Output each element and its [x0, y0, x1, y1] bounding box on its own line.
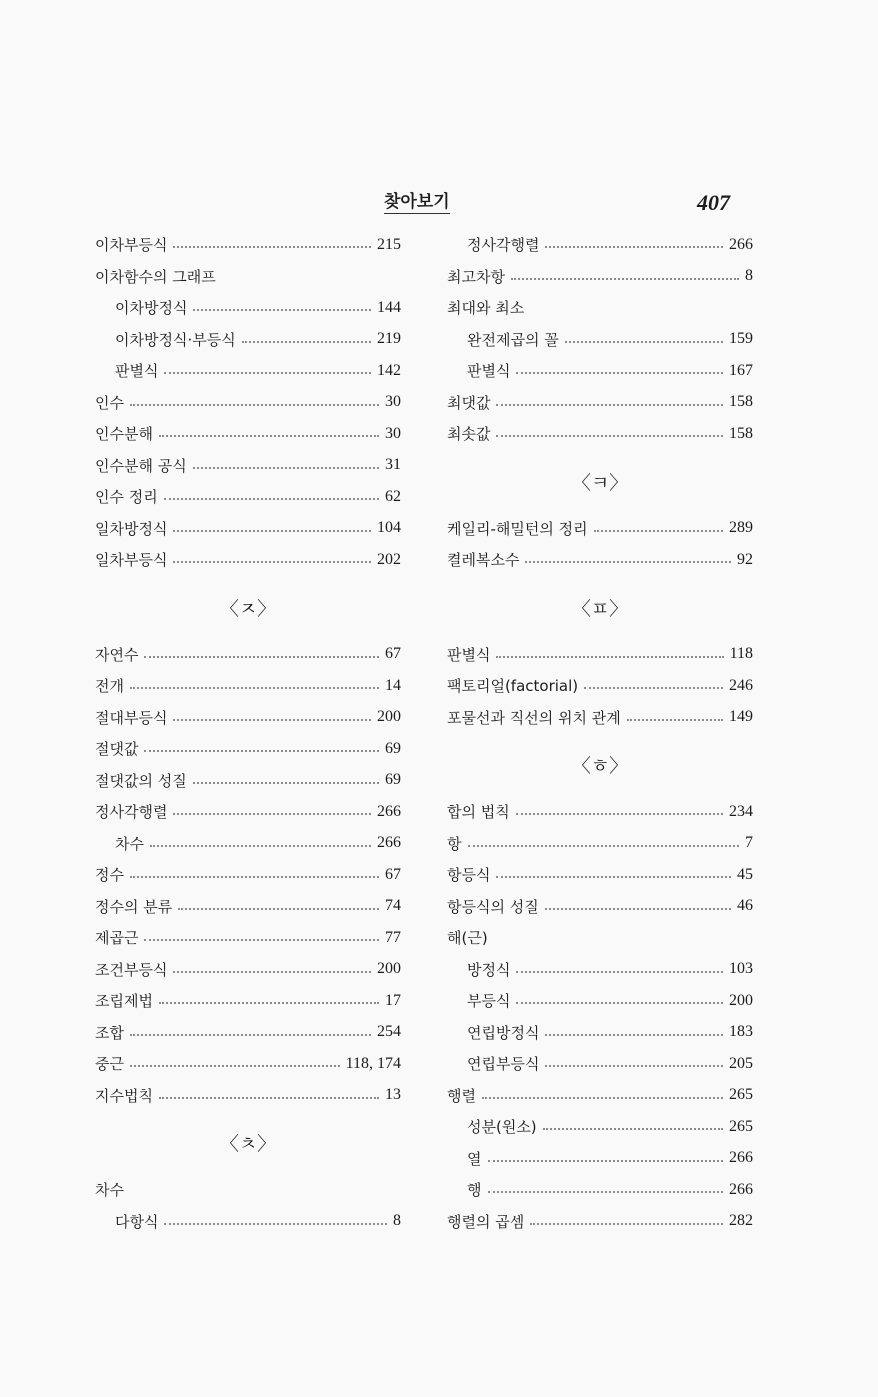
dot-leader: [159, 434, 379, 437]
page-reference: 219: [377, 330, 401, 348]
dot-leader: [594, 529, 723, 532]
page-reference: 14: [385, 676, 401, 694]
page-reference: 200: [377, 708, 401, 726]
page-reference: 69: [385, 739, 401, 757]
dot-leader: [159, 1096, 379, 1099]
index-entry: [447, 859, 753, 891]
index-entry: [95, 229, 401, 261]
dot-leader: [516, 970, 723, 973]
index-term: 이차방정식·부등식: [115, 330, 236, 349]
index-term: 절댓값의 성질: [95, 771, 187, 790]
dot-leader: [130, 686, 379, 689]
index-entry: [447, 544, 753, 576]
index-entry: [95, 418, 401, 450]
page-reference: 8: [393, 1212, 401, 1230]
page-reference: 215: [377, 235, 401, 253]
index-term: 해(근): [447, 929, 488, 948]
index-term: 인수 정리: [95, 488, 158, 507]
index-term: 팩토리얼(factorial): [447, 677, 579, 696]
page-reference: 202: [377, 550, 401, 568]
page-reference: 31: [385, 456, 401, 474]
index-entry: [95, 985, 401, 1017]
page-reference: 77: [385, 928, 401, 946]
index-entry: [447, 387, 753, 419]
dot-leader: [488, 1190, 724, 1193]
index-term: 판별식: [447, 645, 491, 664]
index-term: 인수분해 공식: [95, 456, 187, 475]
index-entry: [447, 796, 753, 828]
dot-leader: [516, 1001, 723, 1004]
index-entry: [447, 513, 753, 545]
index-term: 다항식: [115, 1212, 159, 1231]
dot-leader: [242, 340, 371, 343]
index-term: 성분(원소): [467, 1118, 537, 1137]
index-term: 이차함수의 그래프: [95, 267, 216, 286]
page-reference: 8: [745, 267, 753, 285]
page-reference: 67: [385, 645, 401, 663]
page-reference: 46: [737, 897, 753, 915]
index-term: 정사각행렬: [95, 803, 168, 822]
index-subentry: [447, 1174, 753, 1206]
page-reference: 205: [729, 1054, 753, 1072]
index-term: 전개: [95, 677, 124, 696]
dot-leader: [164, 497, 379, 500]
section-heading: 〈ㅈ〉: [219, 597, 277, 620]
dot-leader: [159, 1001, 379, 1004]
page-reference: 13: [385, 1086, 401, 1104]
page-reference: 200: [729, 991, 753, 1009]
index-term: 절댓값: [95, 740, 139, 759]
index-term: 인수: [95, 393, 124, 412]
index-term: 지수법칙: [95, 1086, 153, 1105]
index-subentry: [95, 355, 401, 387]
page-reference: 144: [377, 298, 401, 316]
page-reference: 45: [737, 865, 753, 883]
dot-leader: [496, 434, 723, 437]
index-term: 이차부등식: [95, 236, 168, 255]
index-entry: [447, 292, 753, 324]
dot-leader: [173, 529, 371, 532]
index-entry: [447, 922, 753, 954]
dot-leader: [173, 970, 371, 973]
page-reference: 265: [729, 1117, 753, 1135]
index-term: 일차부등식: [95, 551, 168, 570]
index-entry: [95, 544, 401, 576]
dot-leader: [144, 749, 379, 752]
index-term: 부등식: [467, 992, 511, 1011]
index-term: 항: [447, 834, 462, 853]
index-entry: [447, 1206, 753, 1238]
index-entry: [95, 387, 401, 419]
page-reference: 159: [729, 330, 753, 348]
index-term: 행렬의 곱셈: [447, 1212, 525, 1231]
dot-leader: [144, 655, 379, 658]
page-reference: 158: [729, 424, 753, 442]
section-heading: 〈ㅊ〉: [219, 1133, 277, 1155]
dot-leader: [193, 781, 379, 784]
dot-leader: [173, 812, 371, 815]
index-term: 조립제법: [95, 992, 153, 1011]
page-reference: 69: [385, 771, 401, 789]
page-reference: 183: [729, 1023, 753, 1041]
index-term: 방정식: [467, 960, 511, 979]
page-reference: 118, 174: [345, 1054, 401, 1072]
dot-leader: [565, 340, 723, 343]
dot-leader: [193, 466, 379, 469]
index-term: 정수: [95, 866, 124, 885]
index-term: 이차방정식: [115, 299, 188, 318]
dot-leader: [525, 560, 731, 563]
index-term: 연립부등식: [467, 1055, 540, 1074]
page-reference: 103: [729, 960, 753, 978]
page-reference: 265: [729, 1086, 753, 1104]
index-entry: [95, 481, 401, 513]
dot-leader: [543, 1127, 723, 1130]
dot-leader: [173, 245, 371, 248]
section-heading: 〈ㅍ〉: [571, 597, 629, 620]
index-entry: [95, 954, 401, 986]
index-term: 조합: [95, 1023, 124, 1042]
index-term: 행: [467, 1181, 482, 1200]
index-subentry: [95, 292, 401, 324]
page-reference: 289: [729, 519, 753, 537]
dot-leader: [482, 1096, 723, 1099]
index-term: 항등식: [447, 866, 491, 885]
dot-leader: [545, 1064, 723, 1067]
index-term: 제곱근: [95, 929, 139, 948]
dot-leader: [530, 1222, 723, 1225]
page-header: [0, 188, 878, 218]
page-reference: 142: [377, 361, 401, 379]
index-entry: [95, 1048, 401, 1080]
index-entry: [447, 891, 753, 923]
dot-leader: [130, 1064, 340, 1067]
index-term: 포물선과 직선의 위치 관계: [447, 708, 621, 727]
dot-leader: [496, 655, 723, 658]
dot-leader: [511, 277, 739, 280]
index-term: 완전제곱의 꼴: [467, 330, 559, 349]
dot-leader: [468, 844, 740, 847]
index-entry: [95, 733, 401, 765]
index-term: 열: [467, 1149, 482, 1168]
index-subentry: [95, 1206, 401, 1238]
dot-leader: [150, 844, 371, 847]
index-entry: [447, 828, 753, 860]
index-column-right: [447, 229, 753, 1237]
index-term: 일차방정식: [95, 519, 168, 538]
page-reference: 254: [377, 1023, 401, 1041]
page-reference: 266: [377, 834, 401, 852]
index-subentry: [447, 355, 753, 387]
index-subentry: [447, 229, 753, 261]
index-term: 정사각행렬: [467, 236, 540, 255]
page-reference: 167: [729, 361, 753, 379]
index-term: 켤레복소수: [447, 551, 520, 570]
dot-leader: [164, 371, 371, 374]
index-entry: [95, 513, 401, 545]
index-subentry: [447, 1111, 753, 1143]
page-reference: 104: [377, 519, 401, 537]
index-term: 조건부등식: [95, 960, 168, 979]
page-reference: 92: [737, 550, 753, 568]
page-reference: 246: [729, 676, 753, 694]
index-subentry: [447, 1017, 753, 1049]
page-reference: 266: [729, 235, 753, 253]
dot-leader: [164, 1222, 387, 1225]
dot-leader: [144, 938, 379, 941]
index-subentry: [447, 1048, 753, 1080]
page-reference: 30: [385, 393, 401, 411]
page-reference: 282: [729, 1212, 753, 1230]
index-term: 최고차항: [447, 267, 505, 286]
page-reference: 266: [729, 1149, 753, 1167]
page-reference: 200: [377, 960, 401, 978]
index-subentry: [447, 324, 753, 356]
page-reference: 266: [729, 1180, 753, 1198]
dot-leader: [545, 245, 723, 248]
index-entry: [95, 639, 401, 671]
index-term: 최댓값: [447, 393, 491, 412]
index-entry: [95, 450, 401, 482]
index-entry: [95, 859, 401, 891]
dot-leader: [496, 875, 731, 878]
index-term: 차수: [115, 834, 144, 853]
dot-leader: [516, 371, 723, 374]
page-reference: 149: [729, 708, 753, 726]
index-term: 합의 법칙: [447, 803, 510, 822]
index-term: 최솟값: [447, 425, 491, 444]
index-term: 항등식의 성질: [447, 897, 539, 916]
index-term: 자연수: [95, 645, 139, 664]
index-subentry: [447, 985, 753, 1017]
dot-leader: [627, 718, 723, 721]
page-reference: 118: [729, 645, 753, 663]
dot-leader: [130, 1033, 371, 1036]
index-term: 연립방정식: [467, 1023, 540, 1042]
page-reference: 30: [385, 424, 401, 442]
page-reference: 7: [745, 834, 753, 852]
index-term: 중근: [95, 1055, 124, 1074]
dot-leader: [173, 718, 371, 721]
dot-leader: [496, 403, 723, 406]
index-entry: [95, 1017, 401, 1049]
index-term: 정수의 분류: [95, 897, 173, 916]
index-entry: [95, 796, 401, 828]
dot-leader: [545, 1033, 723, 1036]
index-entry: [447, 261, 753, 293]
page-reference: 67: [385, 865, 401, 883]
index-entry: [447, 1080, 753, 1112]
index-entry: [447, 670, 753, 702]
index-term: 인수분해: [95, 425, 153, 444]
index-entry: [95, 891, 401, 923]
index-entry: [447, 639, 753, 671]
dot-leader: [584, 686, 723, 689]
index-entry: [95, 922, 401, 954]
section-heading: 〈ㅎ〉: [571, 755, 629, 777]
index-subentry: [95, 324, 401, 356]
page-reference: 62: [385, 487, 401, 505]
dot-leader: [488, 1159, 724, 1162]
dot-leader: [193, 308, 371, 311]
page-number: 407: [697, 190, 730, 215]
index-column-left: [95, 229, 401, 1237]
dot-leader: [516, 812, 723, 815]
dot-leader: [130, 875, 379, 878]
index-subentry: [447, 954, 753, 986]
index-entry: [447, 702, 753, 734]
index-entry: [95, 670, 401, 702]
index-subentry: [95, 828, 401, 860]
dot-leader: [545, 907, 731, 910]
section-heading: 〈ㅋ〉: [571, 471, 629, 494]
index-term: 판별식: [467, 362, 511, 381]
index-term: 케일리-해밀턴의 정리: [447, 519, 588, 538]
dot-leader: [130, 403, 379, 406]
page-reference: 74: [385, 897, 401, 915]
index-term: 최대와 최소: [447, 299, 525, 318]
index-term: 행렬: [447, 1086, 476, 1105]
page-reference: 234: [729, 802, 753, 820]
index-term: 차수: [95, 1181, 124, 1200]
index-entry: [95, 702, 401, 734]
index-entry: [95, 1080, 401, 1112]
index-term: 절대부등식: [95, 708, 168, 727]
index-entry: [95, 765, 401, 797]
index-entry: [447, 418, 753, 450]
index-entry: [95, 261, 401, 293]
dot-leader: [173, 560, 371, 563]
index-subentry: [447, 1143, 753, 1175]
dot-leader: [178, 907, 379, 910]
page-reference: 266: [377, 802, 401, 820]
index-entry: [95, 1174, 401, 1206]
page-reference: 17: [385, 991, 401, 1009]
index-term: 판별식: [115, 362, 159, 381]
page-title: 찾아보기: [384, 192, 450, 212]
page-reference: 158: [729, 393, 753, 411]
